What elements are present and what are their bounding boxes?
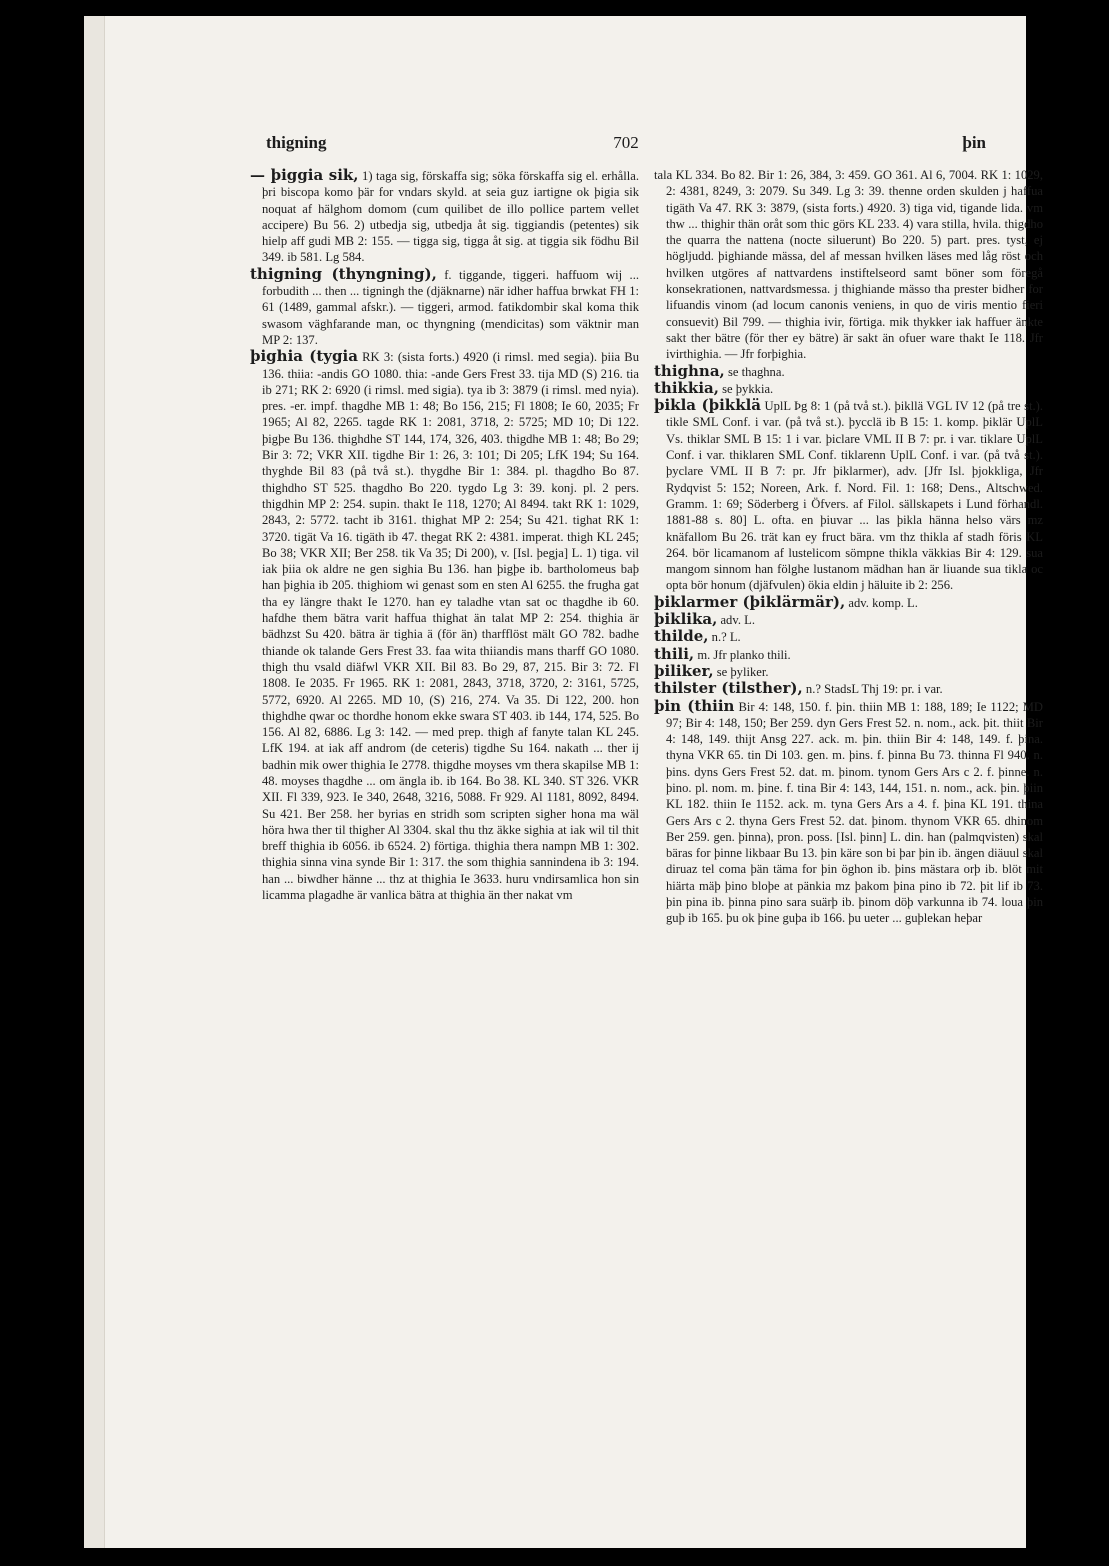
entry-text: Bir 4: 148, 150. f. þin. thiin MB 1: 188, 189; Ie 1122; MD 97; Bir 4: 148, 150; Ber 259. dyn Gers Frest 52. n. nom., ack. þit. thiit Bir 4: 148, 149. thijt Ansg 227. ack. m. þin. thiin Bir 4: 148, 149. f. þina. thyna VKR 65. tin Di 103. gen. m. þins. f. þinna Bu 73. thinna Fl 940. n. þins. dyns Gers Frest 52. dat. m. þinom. tynom Gers Ars c 2. f. þinne. n. þino. pl. nom. m. þine. f. tina Bir 4: 143, 144, 151. n. nom., ack. þin. þiin KL 182. thiin Ie 1152. ack. m. tyna Gers Ars a 4. f. þina KL 191. thina Gers Ars c 2. thyna Gers Frest 52. dat. þinom. thynom VKR 65. dhinom Ber 259. gen. þinna), pron. poss. [Isl. þinn] L. din. han (palmqvisten) skal bäras for þinne likbaar Bu 13. þin käre son bi þar þin ib. ängen diäuul skal diruaz tel coma þän täma for þin öghon ib. þins mästara orþ ib. blöt mit hiärta mäþ þino bloþe at pänkia mz þakom þina pino ib 72. þit lif ib 73. þin pina ib. þinna pino sara suärþ ib. þinom döþ varkunna ib 74. loua þin guþ ib 165. þu ok þine guþa ib 166. þu ueter ... guþlekan heþar [666, 699, 1043, 926]
dictionary-entry [654, 363, 1043, 380]
entry-text: RK 3: (sista forts.) 4920 (i rimsl. med segia). þiia Bu 136. thiia: -andis GO 1080. thia: -ande Gers Frest 33. tija MD (S) 216. tia ib 271; RK 2: 6920 (i rimsl. med sigia). tya ib 3: 3879 (i rimsl. med nyia). pres. -er. impf. thagdhe MB 1: 48; Bo 156, 215; Fl 1808; Ie 60, 2035; Fr 1965; Al 82, 2265. tagde RK 1: 2081, 3718, 2: 5725; MD 10; Di 122. þigþe Bu 136. thighdhe ST 144, 174, 326, 403. thigdhe MB 1: 48; Bo 29; Bir 3: 72; VKR XII. tigdhe Bir 1: 26, 3: 101; Di 205; LfK 194; Su 164. thyghde Bil 83 (på två st.). thygdhe Bir 1: 384. pl. thagdho Bo 87. thighdho ST 525. thagdho Bo 220. tygdo Lg 3: 39. konj. pl. 2 pers. thigdhin MP 2: 254. supin. thakt Ie 118, 1270; Al 8494. takt RK 1: 1029, 2843, 2: 5772. tacht ib 3161. thighat MP 2: 254; Su 421. tighat RK 1: 3720. tigät Va 16. tigäth ib 47. thegat RK 2: 4381. imperat. thigh KL 245; Bo 38; VKR XII; Ber 258. tik Va 35; Di 200), v. [Isl. þegja] L. 1) tiga. vil iak þiia ok aldre ne gen sighia Bu 136. han þigþe ib. bartholomeus baþ han þighia ib 205. thighiom wi genast som en sten Al 6255. the frugha gat tha ey längre thakt Ie 1270. han ey taladhe vtan sat oc thagdhe ib 60. hafdhe them bätra varit haffua thighat än talat MP 2: 254. thighia är bädhzst Su 420. bätra är tighia ä (för än) tharfflöst mält GO 782. badhe thiande ok talande Gers Frest 33. faa wita thiiandis mans tharff GO 1080. thigh thu vsald diäfwl VKR XII. Bil 83. Bo 29, 87, 215. Bir 3: 72. Fl 1808. Ie 2035. Fr 1965. RK 1: 2081, 2843, 3718, 3720, 2: 3161, 5725, 5772, 6920. Al 2265. MD 10, (S) 216, 274. Va 35. Di 122, 200. hon thighdhe qwar oc thordhe honom ekke swara ST 403. ib 144, 174, 525. Bo 156. Al 82, 6886. Lg 3: 142. — med prep. thigh af fanyte talan KL 245. LfK 194. at iak aff androm (de ceteris) tigdhe Su 164. nakath ... ther ij badhin mik ower thighia Ie 2778. thigdhe moyses vm thera skapilse MB 1: 48. moyses thagdhe ... om ängla ib. ib 164. Bo 38. KL 340. ST 326. VKR XII. Fl 339, 923. Ie 340, 2648, 3216, 5088. Fr 929. Al 1181, 8092, 8494. Su 421. Ber 258. her byrias en stridh som scripten sigher hona ma wäl höra hwa ther til thigher Al 3304. skal thu thz äkke sighia at iak wil til thit breff thighia ib 6056. ib 6524. 2) förtiga. thighia thera nampn MB 1: 302. thighia sinna vina synde Bir 1: 317. the som thighia sannindena ib 3: 194. han ... biwdher hänne ... thz at thighia Ie 3633. huru vndirsamlica hon sin licamma plagadhe är vanlica bätra at thighia än ther nakat vm [262, 350, 639, 903]
scan-margin-strip [84, 16, 105, 1548]
entry-headword: þikla (þikklä [654, 396, 762, 415]
entry-text: se þykkia. [722, 381, 774, 396]
dictionary-entry [654, 628, 1043, 645]
dictionary-entry [250, 167, 639, 266]
entry-headword: thilster (tilsther), [654, 679, 803, 698]
dictionary-entry [654, 611, 1043, 628]
entry-headword: thili, [654, 644, 695, 663]
dictionary-entry [654, 646, 1043, 663]
header-right-guideword: þin [962, 133, 986, 152]
entry-headword: thighna, [654, 361, 725, 380]
entry-text: n.? StadsL Thj 19: pr. i var. [805, 682, 943, 697]
entry-headword: þighia (tygia [250, 347, 358, 366]
entry-text: tala KL 334. Bo 82. Bir 1: 26, 384, 3: 459. GO 361. Al 6, 7004. RK 1: 1029, 2: 4381, 8249, 3: 2079. Su 349. Lg 3: 39. thenne orden skulden j haffua tigäth Va 47. RK 3: 3879, (sista forts.) 4920. 3) tiga vid, tigande lida. vm thw ... thighir thän oråt som thic görs KL 233. 4) vara stilla, hvila. thigdho the quarra the nattena (nocte siluerunt) Bo 220. 5) part. pres. tyst, ej högljudd. þighiande mässa, del af messan hvilken läses med låg röst och hvilken utgöres af nattvardens instiftelseord samt böner som föregå konsekrationen, nattvardsmessa. j thighiande mässo tha prester bidher for lifuandis vinom (ad locum canonis veniens, in quo de viris mentio fieri consuevit) Bil 799. — thighia ivir, förtiga. mik thykker iak haffuer änkte sakt ther bätre (för ther ey bätre) är sakt än ofuer ware thakt Ie 118. Jfr ivirthighia. — Jfr forþighia. [654, 168, 1043, 362]
entry-text: 1) taga sig, förskaffa sig; söka förskaffa sig el. erhålla. þri biscopa komo þär for vndars skyld. at seia guz iartigne ok þigia sik noquat af hälghom domom (cum quilibet de illo pollice partem vellet accipere) Bu 56. 2) utbedja sig, utbedja åt sig. tiggiandis (petentes) sik hielp aff gudi MB 2: 155. — tigga sig, tigga åt sig. at tiggia sik födhu Bil 349. ib 581. Lg 584. [262, 169, 639, 265]
entry-headword: þiklarmer (þiklärmär), [654, 592, 846, 611]
entry-text: se þyliker. [716, 664, 769, 679]
dictionary-entry [654, 663, 1043, 680]
dictionary-entry [654, 698, 1043, 927]
running-header [266, 133, 986, 155]
entry-text: adv. L. [720, 613, 755, 628]
dictionary-entry [654, 397, 1043, 594]
dictionary-entry [654, 167, 1043, 363]
entry-headword: thilde, [654, 627, 709, 646]
entry-headword: þiklika, [654, 610, 718, 629]
dictionary-entry [654, 594, 1043, 611]
entry-headword: þiliker, [654, 661, 714, 680]
dictionary-page [84, 16, 1043, 1548]
entry-headword: — þiggia sik, [250, 167, 359, 184]
entry-headword: þin (thiin [654, 696, 735, 715]
entry-text: adv. komp. L. [848, 595, 918, 610]
right-column [654, 167, 1043, 1527]
header-left-guideword: thigning [266, 133, 327, 152]
dictionary-entry [250, 348, 639, 903]
dictionary-entry [654, 680, 1043, 697]
dictionary-entry [654, 380, 1043, 397]
dictionary-entry [250, 266, 639, 348]
page-number: 702 [613, 133, 639, 152]
entry-text: m. Jfr planko thili. [697, 647, 791, 662]
entry-headword: thikkia, [654, 378, 719, 397]
entry-text: UplL Þg 8: 1 (på två st.). þikllä VGL IV 12 (på tre st.). tikle SML Conf. i var. (på två st.). þycclä ib B 15: 1. komp. þiklär UplL Vs. thiklar SML B 15: 1 i var. þiclare VML II B 7: pr. i var. tiklare UplL Conf. i var. thiklaren SML Conf. tiklarenn UplL Conf. i var. (på två st.). þyclare VML II B 7: pr. Jfr þiklarmer), adv. [Jfr Isl. þjokkliga, Jfr Rydqvist 5: 152; Noreen, Ark. f. Nord. Fil. 1: 168; Dens., Altschwed. Gramm. 1: 69; Söderberg i Öfvers. af Filol. sällskapets i Lund förhandl. 1881-88 s. 80] L. ofta. en þiuvar ... las þikla hänna helso värs mz knäfallom Bu 26. trät kan ey fruct bära. vm thz thikla af stadh föris KL 264. bör licamanom af lustelicom sömpne thikla väkkias Bir 4: 129. sua mangom sinnom han fölghe lustanom mädhan han är liuande sua tikla oc opta bör honum (djäfvulen) ökia eldin j häluite ib 2: 256. [666, 399, 1043, 593]
entry-text: f. tiggande, tiggeri. haffuom wij ... forbudith ... then ... tigningh the (djäknarne) när idher haffua brwkat FH 1: 61 (1489, gammal afskr.). — tiggeri, armod. fatikdombir skal koma thik swasom väghfarande man, oc thyngning (mendicitas) som väktnir man MP 2: 137. [262, 267, 639, 347]
entry-headword: thigning (thyngning), [250, 264, 437, 283]
left-column [250, 167, 639, 1527]
entry-text: n.? L. [711, 630, 741, 645]
entry-text: se thaghna. [727, 364, 785, 379]
